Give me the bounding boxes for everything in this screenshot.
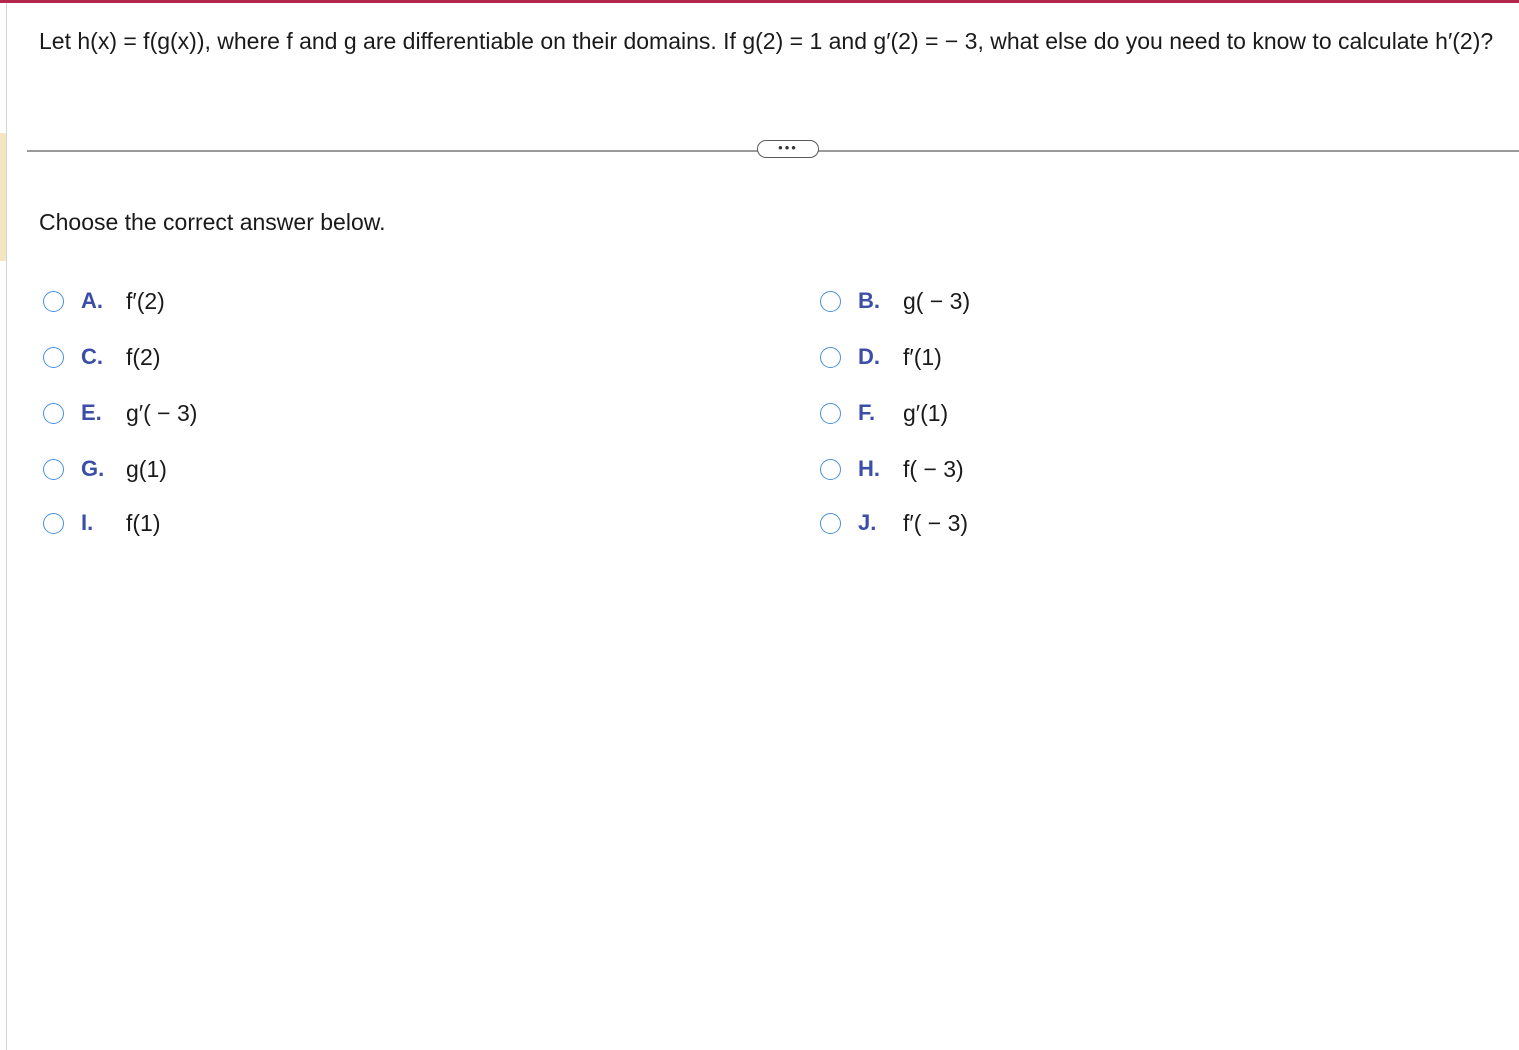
choice-text: f( − 3) [903,455,964,482]
choice-letter: A. [81,288,103,313]
radio-button[interactable] [43,513,64,534]
choice-c[interactable] [43,341,161,373]
choice-i[interactable] [43,507,161,539]
radio-button[interactable] [43,291,64,312]
choice-letter: D. [858,344,880,369]
choice-text: f′(1) [903,343,942,370]
more-options-button[interactable]: ••• [757,140,819,158]
choice-h[interactable] [820,453,964,485]
choice-g[interactable] [43,453,167,485]
choice-a[interactable] [43,285,165,317]
choice-text: g( − 3) [903,287,971,314]
choice-text: f(1) [126,509,161,536]
top-accent-bar [0,0,1519,3]
choice-letter: I. [81,510,94,535]
choice-text: g(1) [126,455,167,482]
question-text: Let h(x) = f(g(x)), where f and g are differentiable on their domains. If g(2) = 1 and g′(2) = − 3, what else do you need to know to calculate h′(2)? [39,28,1494,54]
choice-e[interactable] [43,397,197,429]
left-border-line [6,3,7,1050]
radio-button[interactable] [43,459,64,480]
choice-text: g′( − 3) [126,399,198,426]
radio-button[interactable] [43,403,64,424]
choice-b[interactable] [820,285,970,317]
left-highlight-marker [0,133,6,261]
radio-button[interactable] [43,347,64,368]
radio-button[interactable] [820,459,841,480]
choice-letter: H. [858,456,880,481]
choice-text: f′( − 3) [903,509,969,536]
choice-text: f′(2) [126,287,165,314]
choice-letter: G. [81,456,105,481]
radio-button[interactable] [820,403,841,424]
radio-button[interactable] [820,291,841,312]
choice-text: g′(1) [903,399,949,426]
choice-text: f(2) [126,343,161,370]
choice-letter: J. [858,510,877,535]
choice-letter: C. [81,344,103,369]
radio-button[interactable] [820,513,841,534]
choice-letter: E. [81,400,102,425]
answer-prompt: Choose the correct answer below. [39,209,386,235]
choice-j[interactable] [820,507,968,539]
radio-button[interactable] [820,347,841,368]
choice-f[interactable] [820,397,948,429]
choice-d[interactable] [820,341,942,373]
choice-letter: B. [858,288,880,313]
choice-letter: F. [858,400,876,425]
